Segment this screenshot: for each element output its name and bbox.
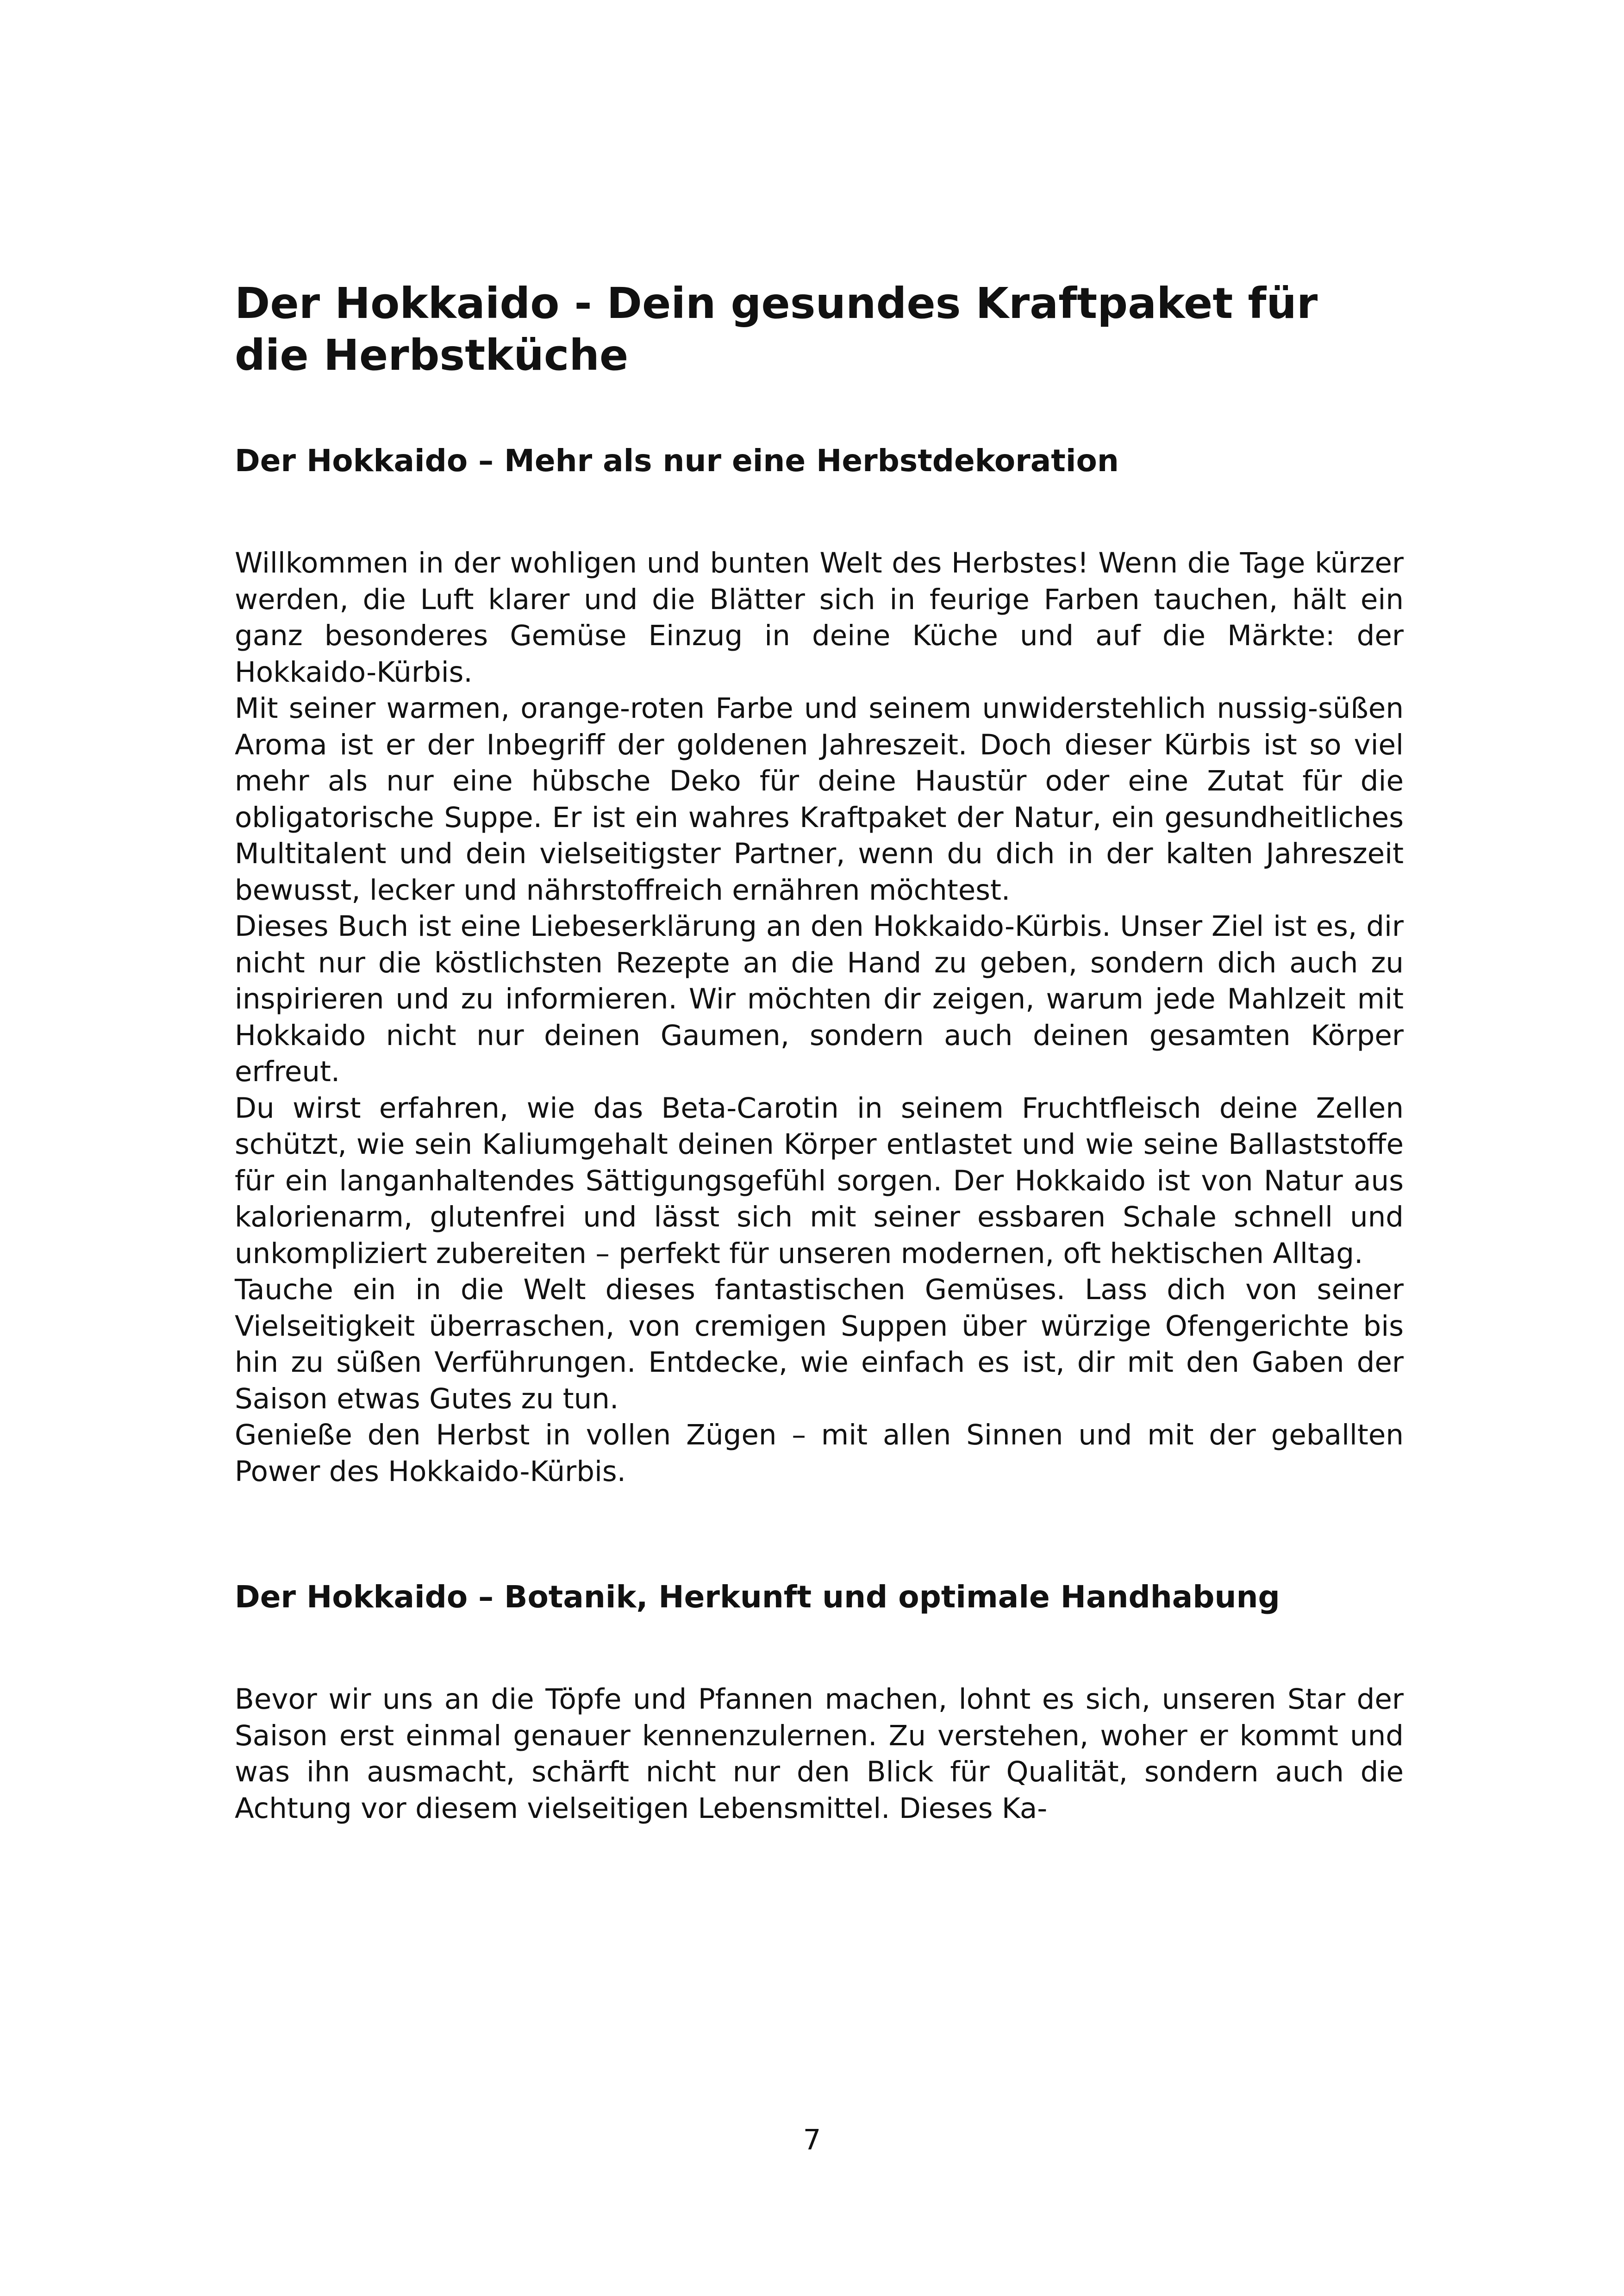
paragraph: Willkommen in der wohligen und bunten Welt des Herbstes! Wenn die Tage kürzer werden, die Luft klarer und die Blätter sich in feurige Farben tauchen, hält ein ganz besonderes Gemüse Einzug in deine Küche und auf die Märkte: der Hokkaido-Kürbis. <box>235 547 1404 689</box>
paragraph: Dieses Buch ist eine Liebeserklärung an den Hokkaido-Kürbis. Unser Ziel ist es, dir nicht nur die köstlichsten Rezepte an die Hand zu geben, sondern dich auch zu inspirieren und zu informieren. Wir möchten dir zeigen, warum jede Mahlzeit mit Hokkaido nicht nur deinen Gaumen, sondern auch deinen gesamten Körper erfreut. <box>235 910 1404 1088</box>
paragraph: Mit seiner warmen, orange-roten Farbe und seinem unwiderstehlich nussig-süßen Aroma ist er der Inbegriff der goldenen Jahreszeit. Doch dieser Kürbis ist so viel mehr als nur eine hübsche Deko für deine Haustür oder eine Zutat für die obligatorische Suppe. Er ist ein wahres Kraftpaket der Natur, ein gesundheitliches Multitalent und dein vielseitigster Partner, wenn du dich in der kalten Jahreszeit bewusst, lecker und nährstoffreich ernähren möchtest. <box>235 692 1404 907</box>
section-heading-botanik: Der Hokkaido – Botanik, Herkunft und optimale Handhabung <box>235 1579 1280 1615</box>
section-heading-intro: Der Hokkaido – Mehr als nur eine Herbstdekoration <box>235 443 1119 479</box>
paragraph: Bevor wir uns an die Töpfe und Pfannen machen, lohnt es sich, unseren Star der Saison erst einmal genauer kennenzulernen. Zu verstehen, woher er kommt und was ihn ausmacht, schärft nicht nur den Blick für Qualität, sondern auch die Achtung vor diesem vielseitigen Lebensmittel. Dieses Ka- <box>235 1683 1404 1825</box>
section-body-botanik <box>235 1681 1404 1827</box>
paragraph: Genieße den Herbst in vollen Zügen – mit allen Sinnen und mit der geballten Power des Hokkaido-Kürbis. <box>235 1419 1404 1488</box>
document-title: Der Hokkaido - Dein gesundes Kraftpaket für die Herbstküche <box>235 279 1318 380</box>
section-body-intro <box>235 545 1404 1490</box>
paragraph: Du wirst erfahren, wie das Beta-Carotin in seinem Fruchtfleisch deine Zellen schützt, wie sein Kaliumgehalt deinen Körper entlastet und wie seine Ballaststoffe für ein langanhaltendes Sättigungsgefühl sorgen. Der Hokkaido ist von Natur aus kalorienarm, glutenfrei und lässt sich mit seiner essbaren Schale schnell und unkompliziert zubereiten – perfekt für unseren modernen, oft hektischen Alltag. <box>235 1091 1404 1270</box>
page-content <box>235 278 1404 1827</box>
page-number: 7 <box>803 2123 821 2156</box>
paragraph: Tauche ein in die Welt dieses fantastischen Gemüses. Lass dich von seiner Vielseitigkeit überraschen, von cremigen Suppen über würzige Ofengerichte bis hin zu süßen Verführungen. Entdecke, wie einfach es ist, dir mit den Gaben der Saison etwas Gutes zu tun. <box>235 1273 1404 1415</box>
